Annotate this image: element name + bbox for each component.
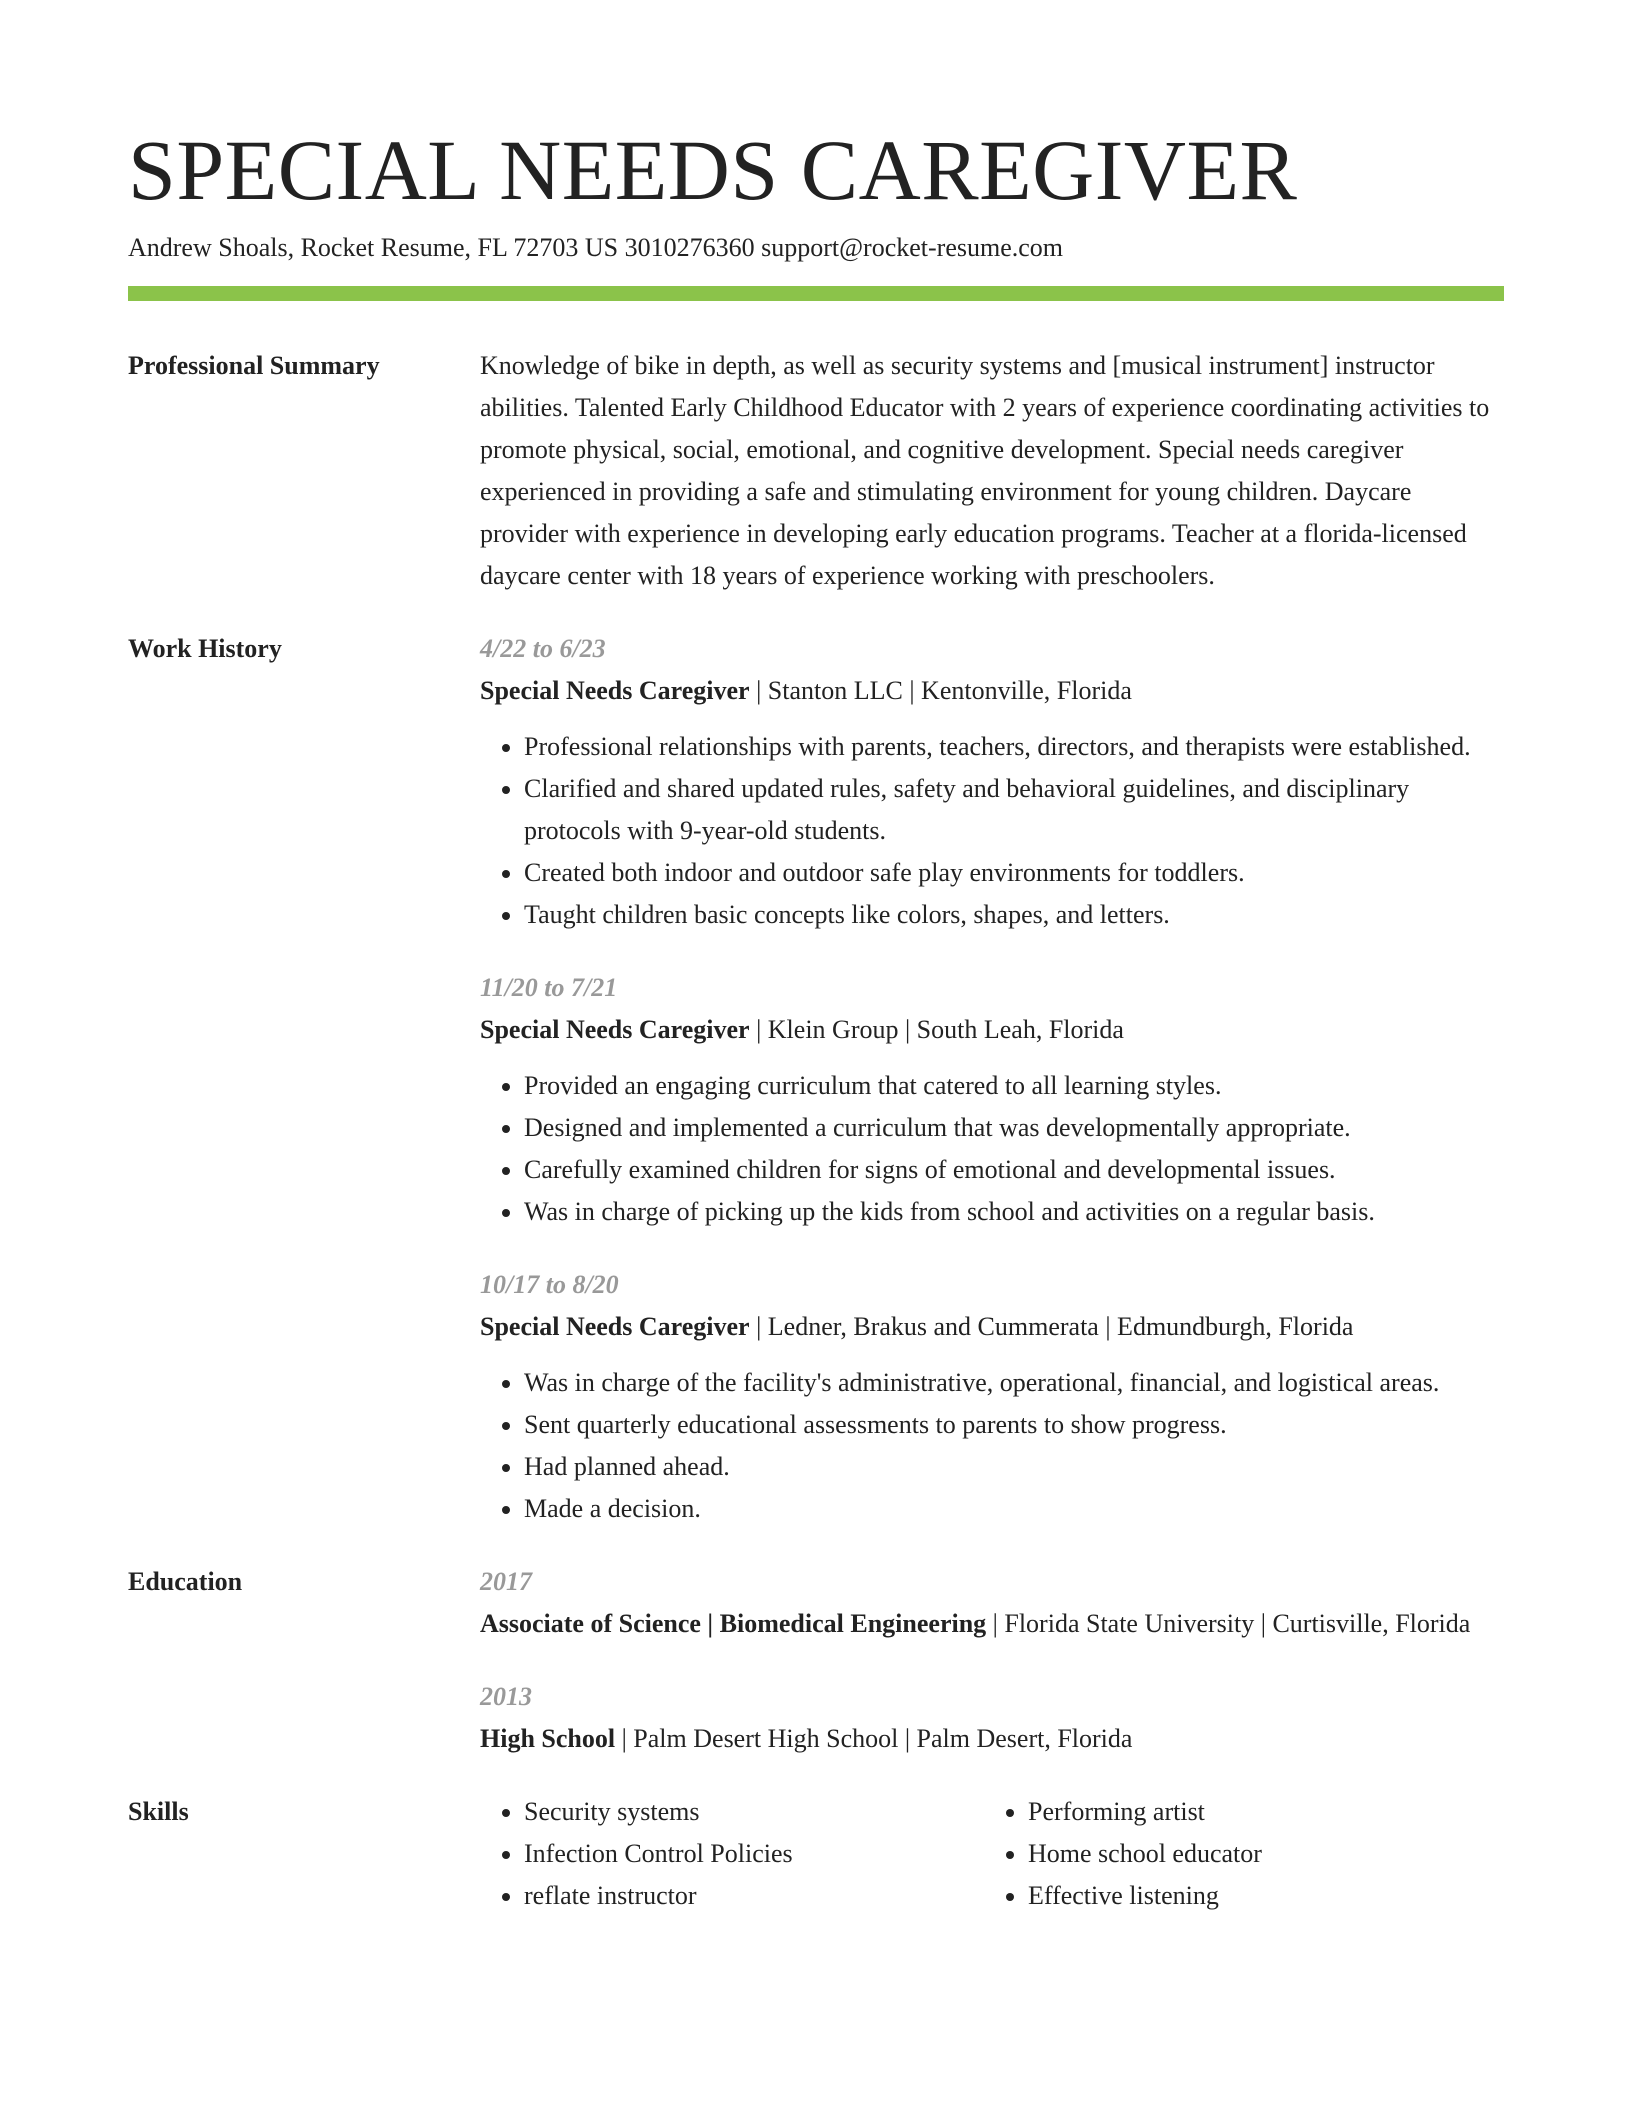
- job-heading: [480, 670, 1504, 712]
- job-bullet: • Provided an engaging curriculum that catered to all learning styles.: [524, 1065, 1504, 1107]
- job-bullet: • Had planned ahead.: [524, 1446, 1504, 1488]
- job-bullet: • Was in charge of the facility's administrative, operational, financial, and logistical areas.: [524, 1362, 1504, 1404]
- job-title: Special Needs Caregiver: [480, 1312, 750, 1341]
- job-bullets: [480, 1362, 1504, 1530]
- skills-section: [128, 1791, 1504, 1917]
- work-history-section: [128, 628, 1504, 1530]
- job-details: | Ledner, Brakus and Cummerata | Edmundburgh, Florida: [749, 1312, 1354, 1341]
- summary-section: [128, 345, 1504, 597]
- job-heading: [480, 1306, 1504, 1348]
- resume-page: [128, 120, 1504, 1917]
- job-bullet: • Created both indoor and outdoor safe play environments for toddlers.: [524, 852, 1504, 894]
- accent-divider: [128, 286, 1504, 301]
- summary-label: Professional Summary: [128, 351, 380, 380]
- education-entry: [480, 1676, 1504, 1760]
- skills-label: Skills: [128, 1797, 189, 1826]
- resume-title: SPECIAL NEEDS CAREGIVER: [128, 122, 1298, 218]
- skill-item: • Home school educator: [1028, 1833, 1488, 1875]
- job-bullets: [480, 1065, 1504, 1233]
- work-history-content: [480, 628, 1504, 1530]
- education-degree: Associate of Science | Biomedical Engineering: [480, 1609, 987, 1638]
- job-bullet: • Made a decision.: [524, 1488, 1504, 1530]
- job-bullet: • Was in charge of picking up the kids from school and activities on a regular basis.: [524, 1191, 1504, 1233]
- summary-text: Knowledge of bike in depth, as well as security systems and [musical instrument] instructor abilities. Talented Early Childhood Educator with 2 years of experience coordinating activities to promote physical, social, emotional, and cognitive development. Special needs caregiver experienced in providing a safe and stimulating environment for young children. Daycare provider with experience in developing early education programs. Teacher at a florida-licensed daycare center with 18 years of experience working with preschoolers.: [480, 351, 1490, 590]
- job-details: | Stanton LLC | Kentonville, Florida: [749, 676, 1132, 705]
- contact-line: Andrew Shoals, Rocket Resume, FL 72703 US 3010276360 support@rocket-resume.com: [128, 233, 1064, 262]
- education-year: 2013: [480, 1682, 532, 1711]
- skill-item: • reflate instructor: [524, 1875, 984, 1917]
- job-entry: [480, 1264, 1504, 1530]
- job-heading: [480, 1009, 1504, 1051]
- education-content: [480, 1561, 1504, 1760]
- education-label: Education: [128, 1567, 243, 1596]
- education-year: 2017: [480, 1567, 532, 1596]
- job-bullet: • Carefully examined children for signs of emotional and developmental issues.: [524, 1149, 1504, 1191]
- skill-item: • Security systems: [524, 1791, 984, 1833]
- job-bullet: • Clarified and shared updated rules, safety and behavioral guidelines, and disciplinary protocols with 9-year-old students.: [524, 768, 1504, 852]
- education-degree: High School: [480, 1724, 616, 1753]
- education-entry: [480, 1561, 1504, 1645]
- job-dates: 4/22 to 6/23: [480, 634, 606, 663]
- job-bullet: • Sent quarterly educational assessments to parents to show progress.: [524, 1404, 1504, 1446]
- skills-list-left: [480, 1791, 984, 1917]
- job-details: | Klein Group | South Leah, Florida: [749, 1015, 1124, 1044]
- job-bullets: [480, 726, 1504, 936]
- skill-item: • Infection Control Policies: [524, 1833, 984, 1875]
- job-bullet: • Professional relationships with parents, teachers, directors, and therapists were established.: [524, 726, 1504, 768]
- skill-item: • Performing artist: [1028, 1791, 1488, 1833]
- job-entry: [480, 967, 1504, 1233]
- education-heading: [480, 1603, 1504, 1645]
- job-bullet: • Taught children basic concepts like colors, shapes, and letters.: [524, 894, 1504, 936]
- job-entry: [480, 628, 1504, 936]
- education-details: | Florida State University | Curtisville, Florida: [986, 1609, 1471, 1638]
- job-dates: 10/17 to 8/20: [480, 1270, 619, 1299]
- education-heading: [480, 1718, 1504, 1760]
- job-bullet: • Designed and implemented a curriculum that was developmentally appropriate.: [524, 1107, 1504, 1149]
- skills-list-right: [984, 1791, 1488, 1917]
- work-history-label: Work History: [128, 634, 282, 663]
- skills-content: [480, 1791, 1504, 1917]
- job-dates: 11/20 to 7/21: [480, 973, 618, 1002]
- education-section: [128, 1561, 1504, 1760]
- skill-item: • Effective listening: [1028, 1875, 1488, 1917]
- job-title: Special Needs Caregiver: [480, 1015, 750, 1044]
- education-details: | Palm Desert High School | Palm Desert, Florida: [615, 1724, 1133, 1753]
- job-title: Special Needs Caregiver: [480, 676, 750, 705]
